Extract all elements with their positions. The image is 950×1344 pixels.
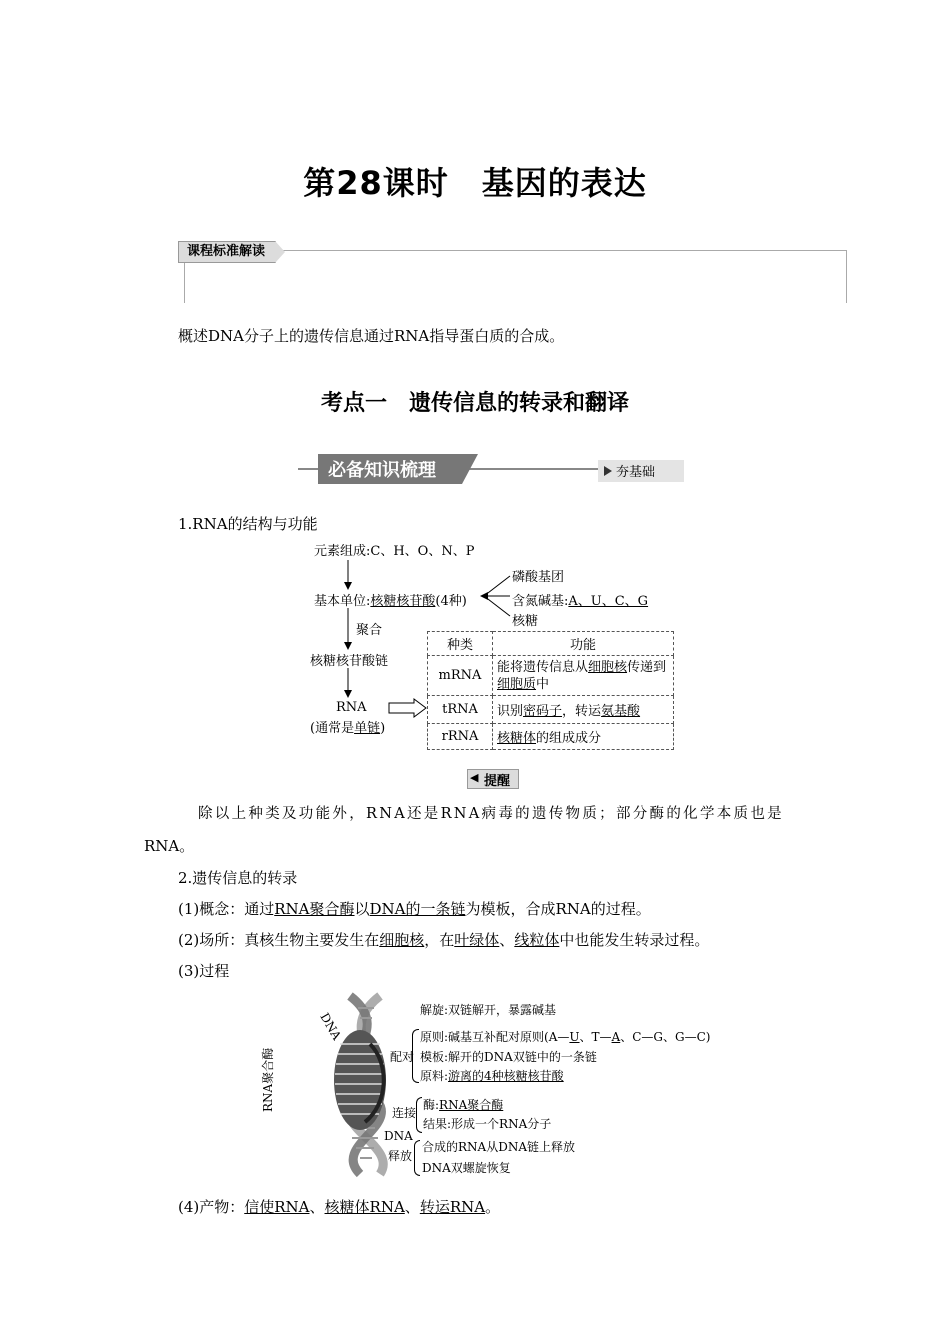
mrna-f5: 中 [536,676,550,692]
rna-single-strand [310,717,385,736]
table-header-function: 功能 [493,632,674,656]
tip-label: 提醒 [484,774,511,789]
table-cell-trna-function [493,696,674,724]
tip-text-line2: RNA。 [144,837,195,855]
link-brace [416,1097,422,1133]
pair-label: 配对 [390,1050,415,1064]
rrna-f1: 核糖体 [497,731,537,746]
unit-prefix: 基本单位: [314,594,371,609]
rna-elements: 元素组成:C、H、O、N、P [314,544,475,559]
standard-text: 概述DNA分子上的遗传信息通过RNA指导蛋白质的合成。 [178,327,565,345]
release-brace [414,1140,420,1176]
strand-suffix: ) [380,721,386,736]
mrna-f1: 能将遗传信息从 [497,659,589,675]
pair3a: 原料: [420,1069,449,1083]
unit-suffix: (4种) [435,594,467,609]
release-text1: 合成的RNA从DNA链上释放 [422,1140,575,1154]
table-cell-mrna-function [493,656,674,696]
pair1a: 原则:碱基互补配对原则(A— [420,1030,570,1044]
fig-polymerase-label: RNA聚合酶 [261,1047,275,1112]
c4f: 转运RNA [419,1198,486,1216]
fig-dna2-label: DNA [384,1129,413,1143]
c2g: 中也能发生转录过程。 [559,931,710,949]
c4c: 、 [309,1198,325,1216]
rna-unit [314,590,467,609]
link1b: RNA聚合酶 [439,1098,504,1112]
c4b: 信使RNA [244,1198,310,1216]
c1d: DNA的一条链 [369,900,466,918]
banner-left-text: 必备知识梳理 [328,460,436,481]
tip-badge [467,769,519,789]
concept-line [178,898,651,920]
unwind-text: 解旋:双链解开，暴露碱基 [420,1003,557,1017]
tip-text-line1: 除以上种类及功能外，RNA还是RNA病毒的遗传物质；部分酶的化学本质也是 [198,806,784,822]
knowledge-banner [298,454,684,484]
rna-function-table [427,631,674,750]
table-header-type: 种类 [428,632,493,656]
pair1e: 、C—G、G—C) [620,1030,711,1044]
pair-principle [420,1028,710,1045]
standard-tab: 课程标准解读 [178,241,276,263]
release-text2: DNA双螺旋恢复 [422,1161,511,1175]
bases-prefix: 含氮碱基: [512,594,569,609]
c2c: ，在 [424,931,455,949]
strand-prefix: (通常是 [310,721,355,736]
pair3b: 游离的4种核糖核苷酸 [448,1069,564,1083]
page-title: 第28课时 基因的表达 [303,164,647,202]
hollow-arrow-icon [388,698,428,718]
c4e: 、 [404,1198,420,1216]
c2b: 细胞核 [379,931,425,949]
pair1b: U [569,1030,580,1044]
pair1c: 、T— [579,1030,612,1044]
trna-f4: 氨基酸 [601,704,641,719]
c1a: (1)概念：通过 [178,900,275,918]
bases-list: A、U、C、G [568,594,649,609]
table-cell-rrna-function [493,724,674,750]
chain-label: 核糖核苷酸链 [310,654,389,669]
link-enzyme [423,1096,503,1113]
unit-brace-arrows [478,570,512,620]
pair-template: 模板:解开的DNA双链中的一条链 [420,1050,597,1064]
polymerize-label: 聚合 [356,623,383,638]
c4a: (4)产物： [178,1198,245,1216]
c4d: 核糖体RNA [324,1198,405,1216]
pair1d: A [611,1030,621,1044]
component-ribose: 核糖 [512,614,539,629]
rna-label: RNA [336,700,367,715]
product-line [178,1196,500,1218]
link-label: 连接 [392,1106,417,1120]
trna-f1: 识别 [497,704,524,719]
transcription-heading: 2.遗传信息的转录 [178,869,298,887]
c2d: 叶绿体 [454,931,500,949]
c1c: 以 [354,900,370,918]
trna-f3: ，转运 [562,704,602,719]
pair-brace [412,1029,419,1083]
trna-f2: 密码子 [523,704,563,719]
c4g: 。 [485,1198,501,1216]
c1b: RNA聚合酶 [274,900,355,918]
c1e: 为模板，合成RNA的过程。 [465,900,651,918]
section-heading: 考点一 遗传信息的转录和翻译 [320,391,629,416]
fig-dna-label: DNA [317,1010,344,1043]
rrna-f2: 的组成成分 [536,731,602,746]
component-phosphate: 磷酸基团 [512,570,565,585]
c2e: 、 [499,931,515,949]
mrna-f3: 传递到 [627,659,667,675]
component-bases [512,590,648,609]
strand-word: 单链 [354,721,381,736]
c2a: (2)场所：真核生物主要发生在 [178,931,380,949]
release-label: 释放 [388,1149,413,1163]
table-cell-trna: tRNA [428,696,493,724]
mrna-f2: 细胞核 [588,659,628,675]
speaker-icon: ◀ [470,771,479,784]
table-cell-mrna: mRNA [428,656,493,696]
link-result: 结果:形成一个RNA分子 [423,1117,552,1131]
c2f: 线粒体 [514,931,560,949]
mrna-f4: 细胞质 [497,676,537,692]
unit-name: 核糖核苷酸 [370,594,436,609]
location-line [178,929,709,951]
process-line: (3)过程 [178,962,230,980]
pair-material [420,1067,564,1084]
table-cell-rrna: rRNA [428,724,493,750]
banner-right-text: 夯基础 [616,465,656,480]
rna-heading: 1.RNA的结构与功能 [178,515,318,533]
link1a: 酶: [423,1098,440,1112]
